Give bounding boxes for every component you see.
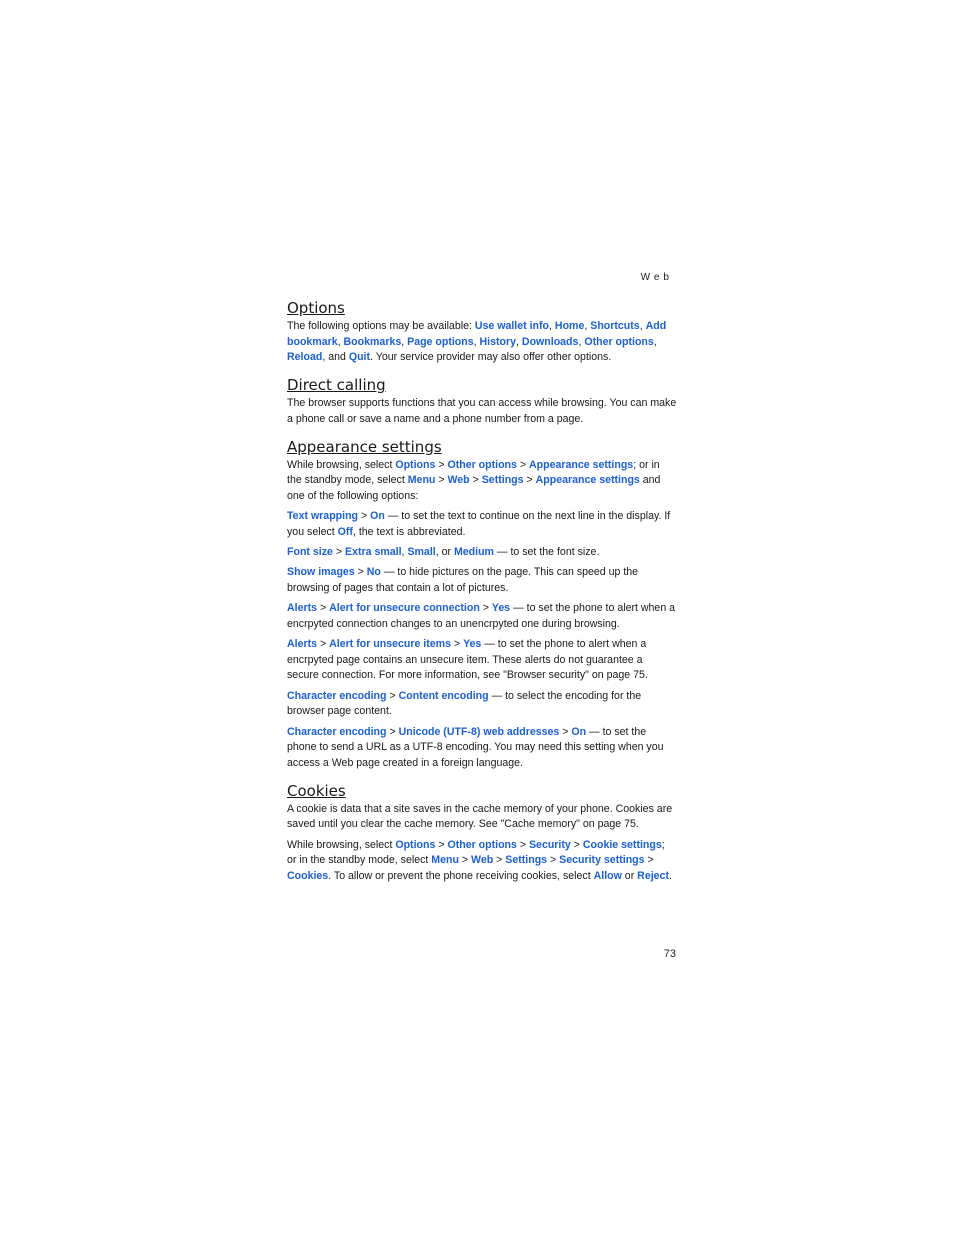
text-run: > (479, 602, 492, 615)
menu-term: History (479, 335, 517, 348)
menu-term: Allow (593, 869, 622, 882)
text-run: . Your service provider may also offer other options. (370, 351, 612, 364)
text-run: , and (322, 351, 349, 364)
text-run: ; or in the standby mode, select (287, 458, 660, 487)
text-run: > (644, 854, 654, 867)
menu-term: Appearance settings (535, 474, 640, 487)
menu-term: Small (407, 546, 436, 559)
text-run: . To allow or prevent the phone receiving cookies, select (328, 869, 594, 882)
text-run: — to set the phone to send a URL as a UTF-8 encoding. You may need this setting when you access a Web page created in a foreign language. (287, 725, 664, 769)
menu-term: Options (395, 838, 436, 851)
running-header: Web (640, 272, 673, 283)
body-paragraph (287, 838, 677, 885)
body-paragraph (287, 545, 677, 561)
text-run: > (435, 838, 448, 851)
text-run: , the text is abbreviated. (352, 525, 466, 538)
menu-term: Appearance settings (528, 458, 634, 471)
text-run: , (653, 335, 657, 348)
menu-term: Show images (287, 566, 355, 579)
text-run: > (516, 838, 529, 851)
body-paragraph (287, 601, 677, 632)
section-heading: Direct calling (287, 376, 386, 395)
menu-term: Menu (407, 474, 436, 487)
text-run: > (547, 854, 560, 867)
menu-term: Alert for unsecure connection (329, 602, 480, 615)
body-paragraph (287, 725, 677, 772)
menu-term: Reject (637, 869, 669, 882)
text-run: > (354, 566, 367, 579)
text-run: , (549, 320, 555, 332)
text-run: > (523, 474, 536, 487)
text-run: , (337, 335, 344, 348)
menu-term: Content encoding (398, 689, 489, 702)
text-run: The following options may be available: (287, 320, 475, 332)
page-number: 73 (663, 948, 676, 960)
menu-term: Text wrapping (287, 510, 359, 523)
text-run: or (621, 869, 638, 882)
text-run: > (493, 854, 506, 867)
text-run: A cookie is data that a site saves in the cache memory of your phone. Cookies are saved until you clear the cache memory. See "Cache memory" on page 75. (287, 802, 673, 831)
text-run: While browsing, select (287, 458, 396, 471)
menu-term: Security settings (559, 854, 645, 867)
section-heading: Options (287, 299, 345, 317)
text-run: > (516, 458, 529, 471)
menu-term: Web (471, 854, 494, 867)
section-direct-calling (287, 375, 677, 427)
body-paragraph (287, 319, 677, 366)
text-run: > (450, 638, 464, 651)
menu-term: Other options (447, 458, 517, 471)
menu-term: Settings (505, 854, 548, 867)
menu-term: Cookie settings (582, 838, 662, 851)
menu-term: Medium (453, 546, 494, 559)
text-run: , (578, 335, 585, 348)
menu-term: Shortcuts (590, 320, 640, 332)
menu-term: Downloads (521, 335, 579, 348)
text-run: > (317, 602, 330, 615)
menu-term: On (571, 725, 587, 738)
text-run: — to hide pictures on the page. This can speed up the browsing of pages that contain a lot of pictures. (287, 566, 639, 594)
menu-term: Alerts (287, 602, 318, 615)
text-run: > (435, 458, 448, 471)
text-run: > (559, 725, 572, 738)
menu-term: Security (528, 838, 571, 851)
menu-term: Menu (431, 854, 459, 867)
section-heading: Cookies (287, 781, 346, 800)
text-run: > (570, 838, 583, 851)
body-paragraph (287, 565, 677, 596)
menu-term: Off (337, 525, 353, 538)
text-run: > (435, 474, 448, 487)
text-run: , (401, 335, 408, 348)
body-paragraph (287, 637, 677, 684)
section-cookies (287, 781, 677, 885)
text-run: . (668, 869, 672, 882)
page-content (287, 298, 677, 894)
text-run: ; or in the standby mode, select (287, 838, 665, 867)
menu-term: Character encoding (287, 725, 387, 738)
menu-term: Yes (491, 602, 511, 615)
body-paragraph (287, 802, 677, 833)
menu-term: Font size (287, 546, 333, 559)
text-run: , or (435, 546, 454, 559)
menu-term: On (370, 510, 385, 523)
body-paragraph (287, 458, 677, 505)
menu-term: Reload (287, 351, 323, 364)
text-run: , (516, 335, 522, 348)
menu-term: No (366, 566, 381, 579)
text-run: , (584, 320, 591, 332)
body-paragraph (287, 509, 677, 540)
menu-term: Use wallet info (474, 320, 550, 332)
menu-term: Character encoding (287, 689, 387, 702)
text-run: , (473, 335, 480, 348)
text-run: — to set the phone to alert when a encrpyted page contains an unsecure item. These alerts do not guarantee a secure connection. For more information, see "Browser security" on page 75. (287, 638, 648, 682)
section-options (287, 298, 677, 366)
menu-term: Add bookmark (287, 320, 667, 348)
text-run: — to set the text to continue on the next line in the display. If you select (287, 510, 671, 538)
text-run: — to set the font size. (493, 546, 600, 559)
menu-term: Other options (447, 838, 517, 851)
menu-term: Quit (348, 351, 371, 364)
text-run: The browser supports functions that you can access while browsing. You can make a phone call or save a name and a phone number from a page. (287, 397, 677, 425)
menu-term: Home (554, 320, 585, 332)
menu-term: Page options (407, 335, 474, 348)
text-run: > (458, 854, 472, 867)
text-run: > (317, 638, 330, 651)
menu-term: Web (447, 474, 470, 487)
text-run: > (358, 510, 371, 523)
text-run: > (332, 546, 345, 559)
text-run: > (469, 474, 482, 487)
text-run: and one of the following options: (287, 474, 661, 502)
menu-term: Extra small (345, 546, 402, 559)
text-run: > (386, 725, 399, 738)
section-heading: Appearance settings (287, 437, 442, 456)
menu-term: Bookmarks (343, 335, 402, 348)
text-run: , (639, 320, 646, 332)
text-run: — to set the phone to alert when a encrpyted connection changes to an unencrpyted one during browsing. (287, 602, 676, 630)
menu-term: Other options (584, 335, 654, 348)
menu-term: Alert for unsecure items (329, 638, 451, 651)
menu-term: Alerts (287, 638, 318, 651)
menu-term: Unicode (UTF-8) web addresses (398, 725, 560, 738)
body-paragraph (287, 396, 677, 427)
menu-term: Cookies (287, 869, 329, 882)
section-appearance-settings (287, 437, 677, 772)
text-run: > (386, 689, 399, 702)
text-run: While browsing, select (287, 838, 396, 851)
menu-term: Options (395, 458, 436, 471)
menu-term: Settings (481, 474, 524, 487)
text-run: — to select the encoding for the browser page content. (287, 689, 642, 718)
body-paragraph (287, 689, 677, 720)
text-run: , (401, 546, 408, 559)
menu-term: Yes (463, 638, 482, 651)
